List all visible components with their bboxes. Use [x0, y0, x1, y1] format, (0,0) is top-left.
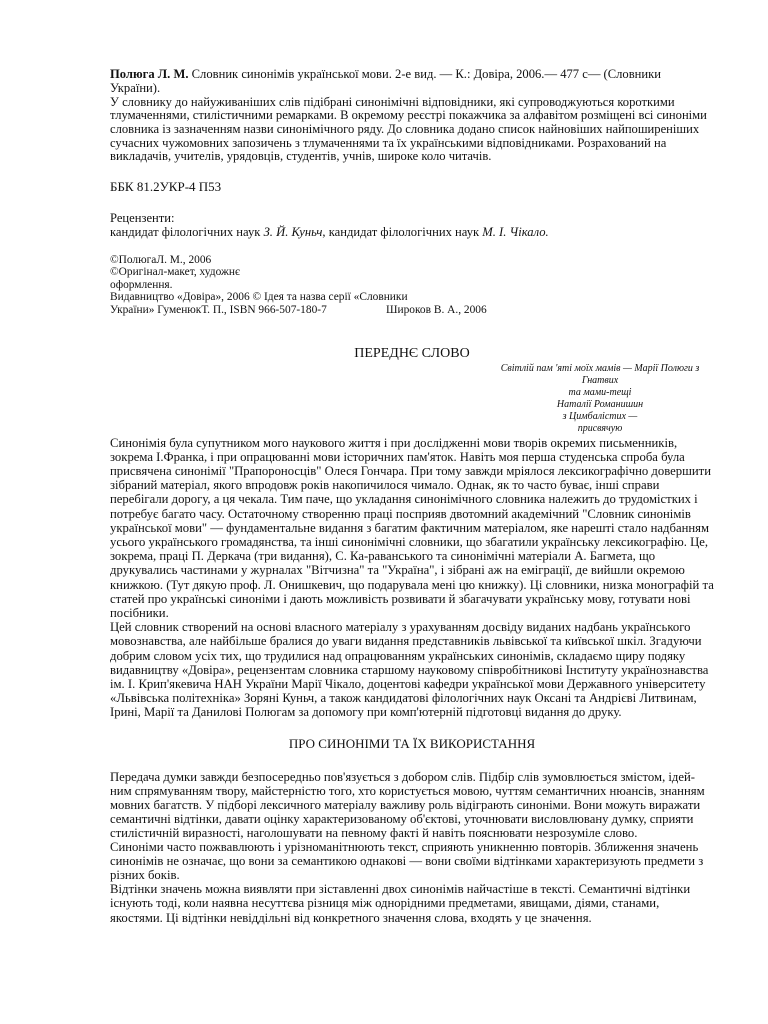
dedication-line: та мами-тещі: [568, 386, 632, 398]
foreword-paragraph: Цей словник створений на основі власного матеріалу з урахуванням досвіду виданих надбань українського мовознавства, але найбільше бралися до уваги видання представників львівської та київської шкіл. Згадуючи добрим словом усіх тих, що трудилися над опрацюванням українських синонімів, складаємо щиру подяку видавництву «Довіра», рецензентам словника старшому науковому співробітникові Інституту українознавства ім. І. Крип'якевича НАН України Марії Чікало, доцентові кафедри української мови Державного університету «Львівська політехніка» Зоряні Куньч, а також кандидатові філологічних наук Оксані та Андрієві Литвинам, Ірині, Марії та Данилові Полюгам за допомогу при комп'ютерній підготовці видання до друку.: [110, 620, 709, 720]
reviewer-name: М. І. Чікало.: [482, 224, 549, 239]
copyright-line: ©ПолюгаЛ. М., 2006: [110, 253, 212, 266]
section-paragraph: Передача думки завжди безпосередньо пов'язується з добором слів. Підбір слів зумовлюється змістом, ідей-ним спрямуванням твору, майстерністю того, хто користується мовою, чуттям семантичних нюансів, знанням мовних багатств. У підборі лексичного матеріалу важливу роль відіграють синоніми. Вони можуть виражати семантичні відтінки, давати оцінку характеризованому об'єктові, уточнювати висловлювану думку, сприяти стилістичній виразності, наголошувати на певному факті й навіть пояснювати незрозуміле слово.: [110, 769, 705, 840]
dedication-line: присвячую: [577, 422, 623, 434]
author-name: Полюга Л. М.: [110, 67, 189, 81]
reviewer-separator: , кандидат філологічних наук: [322, 224, 483, 239]
dedication-line: Світлій пам 'яті моїх мамів — Марії Полюги з: [500, 362, 700, 374]
reviewers: [110, 212, 714, 240]
copyright-line: Видавництво «Довіра», 2006 © Ідея та назва серії «Словники: [110, 291, 408, 304]
section-paragraph: Синоніми часто пожвавлюють і урізноманітнюють текст, сприяють уникненню повторів. Зближення значень синонімів не означає, що вони за семантикою однакові — вони своїми відтінками характеризують предмети з різних боків.: [110, 840, 704, 883]
isbn-text: України» ГуменюкТ. П., ISBN 966-507-180-7: [110, 303, 327, 316]
dedication-line: Наталії Романишин: [556, 398, 644, 410]
dedication: [490, 363, 710, 435]
annotation: У словнику до найуживаніших слів підібрані синонімічні відповідники, які супроводжуються короткими тлумаченнями, стилістичними ремарками. В окремому реєстрі покажчика за алфавітом розміщені всі синоніми словника із зазначенням назви синонімічного ряду. До словника додано список найновіших найпоширеніших сучасних чужомовних запозичень з тлумаченнями та їх українськими відповідниками. Розрахований на викладачів, учителів, урядовців, студентів, учнів, широке коло читачів.: [110, 94, 707, 164]
copyright-line: оформлення.: [110, 278, 173, 291]
reviewer-name: З. Й. Куньч: [263, 224, 323, 239]
section-paragraph: Відтінки значень можна виявляти при зіставленні двох синонімів найчастіше в тексті. Семантичні відтінки існують тоді, коли наявна несуттєва різниця між однорідними предметами, явищами, діями, станами, якостями. Ці відтінки невіддільні від конкретного значення слова, входять у це значення.: [110, 882, 691, 925]
copyright-line: ©Оригінал-макет, художнє: [110, 266, 240, 279]
bibliographic-entry: [110, 68, 714, 96]
foreword-paragraph: Синонімія була супутником мого наукового життя і при дослідженні мови творів окремих письменників, зокрема І.Франка, і при опрацюванні мови історичних пам'яток. Навіть моя перша студенська спроба була присвячена синонімії "Прапороносців" Олеся Гончара. При тому завжди мріялося лексикографічно довершити зібраний матеріал, якого впродовж років накопичилося чимало. Однак, як то часто буває, інші справи перебігали дорогу, а ця чекала. Тим паче, що укладання синонімічного словника належить до трудомістких і потребує багато часу. Остаточному створенню праці посприяв двотомний академічний "Словник синонімів української мови" — фундаментальне видання з багатим фактичним матеріалом, яке нарешті стало надбанням усього українського громадянства, та інші синонімічні словники, що збагатили українську лексикографію. Це, зокрема, праці П. Деркача (три видання), С. Ка-раванського та синонімічні матеріали А. Багмета, що друкувались частинами у журналах "Вітчизна" та "Україна", і зібрані аж на еміграції, де вийшли окремою книжкою. (Тут дякую проф. Л. Онишкевич, що подарувала мені цю книжку). Ці словники, низка монографій та статей про українські синоніми і дають можливість розвивати й збагачувати українську мову, готувати нові посібники.: [110, 435, 714, 620]
bbk-code: ББК 81.2УКР-4 П53: [110, 178, 222, 194]
dedication-line: Гнатвих: [581, 374, 619, 386]
copyright-block: [110, 254, 714, 317]
copyright-holder: Широков В. А., 2006: [386, 303, 487, 316]
reviewer-degree: кандидат філологічних наук: [110, 224, 264, 239]
foreword-heading: ПЕРЕДНЄ СЛОВО: [354, 345, 470, 361]
reviewers-line: [110, 226, 714, 240]
book-title: Словник синонімів української мови. 2-е вид. — К.: Довіра, 2006.— 477 с— (Словники України).: [110, 67, 662, 95]
section-heading: ПРО СИНОНІМИ ТА ЇХ ВИКОРИСТАННЯ: [288, 735, 536, 751]
reviewers-label: Рецензенти:: [110, 210, 175, 225]
document-page: [110, 68, 714, 925]
copyright-line: [110, 304, 714, 317]
dedication-line: з Цимбалістих —: [562, 410, 638, 422]
